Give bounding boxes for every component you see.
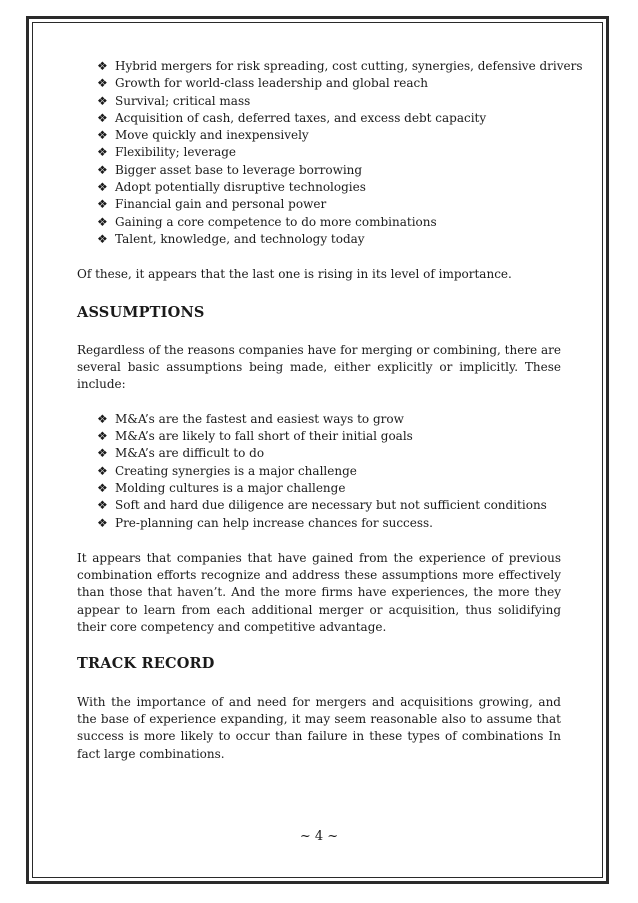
heading-assumptions: ASSUMPTIONS	[77, 303, 205, 321]
list-item-text: Hybrid mergers for risk spreading, cost cutting, synergies, defensive drivers	[115, 59, 583, 73]
list-item-text: Survival; critical mass	[115, 93, 251, 108]
list-item	[97, 127, 561, 144]
list-item-text: Flexibility; leverage	[115, 145, 237, 160]
bullet-diamond-icon: ❖	[97, 180, 108, 195]
list-item-text: Pre-planning can help increase chances for success.	[115, 515, 433, 530]
bullet-diamond-icon: ❖	[97, 515, 108, 530]
list-item	[97, 75, 561, 92]
bullet-diamond-icon: ❖	[97, 128, 108, 143]
list-item-text: M&A’s are difficult to do	[115, 446, 265, 461]
list-item-text: Creating synergies is a major challenge	[115, 463, 357, 478]
list-item	[97, 179, 561, 196]
list-item	[97, 110, 561, 127]
bullet-diamond-icon: ❖	[97, 214, 108, 229]
bullet-diamond-icon: ❖	[97, 59, 108, 73]
paragraph-track-record: With the importance of and need for mergers and acquisitions growing, and the base of experience expanding, it may seem reasonable also to assume that success is more likely to occur than failure in these types of combinations In fact large combinations.	[77, 694, 561, 761]
list-item-text: Bigger asset base to leverage borrowing	[115, 162, 363, 177]
list-item	[97, 463, 561, 480]
list-item	[97, 214, 561, 231]
list-item-text: Growth for world-class leadership and global reach	[115, 76, 428, 91]
list-item-text: Soft and hard due diligence are necessary but not sufficient conditions	[115, 498, 547, 513]
page-number: ~ 4 ~	[299, 829, 339, 844]
list-item	[97, 58, 583, 75]
list-item-text: Acquisition of cash, deferred taxes, and excess debt capacity	[115, 110, 487, 125]
list-item-text: Financial gain and personal power	[115, 197, 327, 212]
list-item-text: M&A’s are the fastest and easiest ways to grow	[115, 411, 404, 426]
list-item	[97, 411, 561, 428]
page-content	[77, 58, 583, 763]
list-item	[97, 162, 561, 179]
bullet-diamond-icon: ❖	[97, 110, 108, 125]
list-item-text: Adopt potentially disruptive technologies	[115, 180, 366, 195]
paragraph-assumptions-intro: Regardless of the reasons companies have for merging or combining, there are several basic assumptions being made, either explicitly or implicitly. These include:	[77, 342, 561, 392]
list-item	[97, 480, 561, 497]
list-item	[97, 428, 561, 445]
list-item	[97, 515, 561, 532]
bullet-diamond-icon: ❖	[97, 429, 108, 444]
list-item	[97, 445, 561, 462]
list-item-text: Gaining a core competence to do more combinations	[115, 214, 437, 229]
heading-track-record: TRACK RECORD	[77, 655, 215, 673]
list-item-text: Talent, knowledge, and technology today	[115, 231, 365, 246]
bullet-diamond-icon: ❖	[97, 197, 108, 212]
list-item	[97, 497, 561, 514]
bullet-diamond-icon: ❖	[97, 411, 108, 426]
bullet-diamond-icon: ❖	[97, 76, 108, 91]
list-item	[97, 196, 561, 213]
list-item-text: Molding cultures is a major challenge	[115, 480, 346, 495]
bullet-diamond-icon: ❖	[97, 446, 108, 461]
list-item	[97, 93, 561, 110]
bullet-diamond-icon: ❖	[97, 480, 108, 495]
bullet-diamond-icon: ❖	[97, 93, 108, 108]
assumptions-list	[77, 411, 561, 532]
bullet-diamond-icon: ❖	[97, 162, 108, 177]
bullet-diamond-icon: ❖	[97, 145, 108, 160]
reasons-list	[77, 58, 583, 248]
bullet-diamond-icon: ❖	[97, 498, 108, 513]
bullet-diamond-icon: ❖	[97, 231, 108, 246]
list-item	[97, 144, 561, 161]
bullet-diamond-icon: ❖	[97, 463, 108, 478]
paragraph-last-rising: Of these, it appears that the last one is rising in its level of importance.	[77, 267, 512, 282]
paragraph-experience: It appears that companies that have gained from the experience of previous combination efforts recognize and address these assumptions more effectively than those that haven’t. And the more firms have experiences, the more they appear to learn from each additional merger or acquisition, thus solidifying their core competency and competitive advantage.	[77, 550, 561, 635]
list-item-text: Move quickly and inexpensively	[115, 128, 309, 143]
list-item-text: M&A’s are likely to fall short of their initial goals	[115, 429, 413, 444]
list-item	[97, 231, 561, 248]
